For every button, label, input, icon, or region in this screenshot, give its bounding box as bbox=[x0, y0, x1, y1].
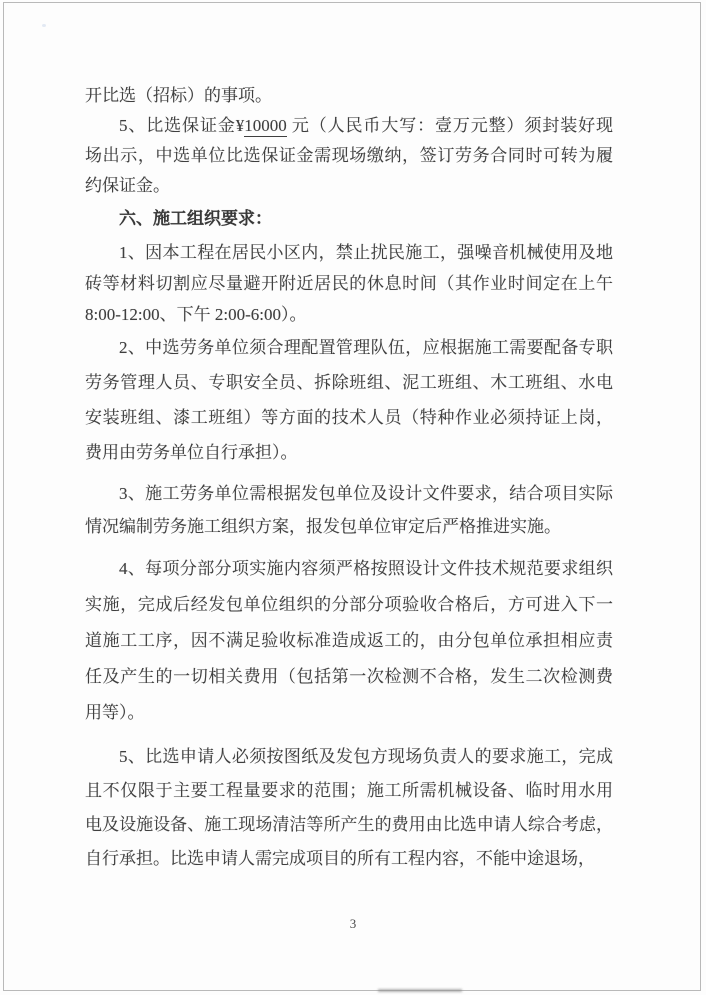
text-segment: 六、施工组织要求： bbox=[119, 209, 272, 228]
text-line bbox=[85, 774, 613, 808]
text-segment: 场出示，中选单位比选保证金需现场缴纳，签订劳务合同时可转为履 bbox=[85, 146, 613, 165]
text-segment: 5、比选保证金¥ bbox=[119, 116, 245, 135]
text-line bbox=[85, 551, 613, 587]
text-line bbox=[85, 141, 613, 171]
text-segment: 情况编制劳务施工组织方案，报发包单位审定后严格推进实施。 bbox=[85, 517, 561, 536]
text-segment: 且不仅限于主要工程量要求的范围；施工所需机械设备、临时用水用 bbox=[85, 781, 613, 800]
text-line bbox=[85, 740, 613, 774]
text-line bbox=[85, 171, 613, 201]
text-segment: 安装班组、漆工班组）等方面的技术人员（特种作业必须持证上岗， bbox=[85, 408, 613, 427]
text-line bbox=[85, 203, 613, 235]
text-segment: 费用由劳务单位自行承担）。 bbox=[85, 443, 298, 462]
text-line bbox=[85, 237, 613, 268]
underlined-amount: 10000 bbox=[244, 116, 287, 135]
text-line bbox=[85, 842, 613, 876]
text-line bbox=[85, 111, 613, 141]
text-line bbox=[85, 435, 613, 470]
text-segment: 开比选（招标）的事项。 bbox=[85, 86, 272, 105]
text-line bbox=[85, 330, 613, 365]
paragraph-p1 bbox=[85, 81, 613, 111]
text-segment: 4、每项分部分项实施内容须严格按照设计文件技术规范要求组织 bbox=[119, 559, 613, 578]
text-segment: 2、中选劳务单位须合理配置管理队伍，应根据施工需要配备专职 bbox=[119, 338, 613, 357]
text-line bbox=[85, 299, 613, 330]
text-line bbox=[85, 510, 613, 543]
text-segment: 1、因本工程在居民小区内，禁止扰民施工，强噪音机械使用及地 bbox=[119, 243, 613, 262]
scan-artifact-speck bbox=[42, 24, 46, 27]
text-line bbox=[85, 400, 613, 435]
paragraph-i3 bbox=[85, 477, 613, 543]
text-segment: 实施，完成后经发包单位组织的分部分项验收合格后，方可进入下一 bbox=[85, 595, 613, 614]
paragraph-p2 bbox=[85, 111, 613, 201]
paragraph-heading bbox=[85, 203, 613, 235]
text-segment: 5、比选申请人必须按图纸及发包方现场负责人的要求施工，完成 bbox=[119, 747, 613, 766]
text-line bbox=[85, 365, 613, 400]
text-segment: 约保证金。 bbox=[85, 176, 170, 195]
document-body bbox=[0, 81, 706, 876]
text-segment: 元（人民币大写：壹万元整）须封装好现 bbox=[286, 116, 614, 135]
paragraph-i5 bbox=[85, 740, 613, 876]
text-line bbox=[85, 659, 613, 695]
scan-artifact-smudge bbox=[378, 989, 462, 992]
text-segment: 电及设施设备、施工现场清洁等所产生的费用由比选申请人综合考虑， bbox=[85, 815, 613, 834]
text-line bbox=[85, 695, 613, 731]
text-line bbox=[85, 587, 613, 623]
text-segment: 任及产生的一切相关费用（包括第一次检测不合格，发生二次检测费 bbox=[85, 667, 613, 686]
text-segment: 自行承担。比选申请人需完成项目的所有工程内容，不能中途退场， bbox=[85, 849, 595, 868]
text-line bbox=[85, 808, 613, 842]
text-segment: 3、施工劳务单位需根据发包单位及设计文件要求，结合项目实际 bbox=[119, 484, 613, 503]
text-segment: 用等）。 bbox=[85, 703, 145, 722]
text-segment: 砖等材料切割应尽量避开附近居民的休息时间（其作业时间定在上午 bbox=[85, 274, 613, 293]
page-number: 3 bbox=[349, 916, 357, 931]
paragraph-i1 bbox=[85, 237, 613, 330]
text-line bbox=[85, 623, 613, 659]
text-line bbox=[85, 81, 613, 111]
text-line bbox=[85, 268, 613, 299]
paragraph-i4 bbox=[85, 551, 613, 731]
text-segment: 8:00-12:00、下午 2:00-6:00）。 bbox=[85, 305, 307, 324]
paragraph-i2 bbox=[85, 330, 613, 470]
text-line bbox=[85, 477, 613, 510]
text-segment: 道施工工序，因不满足验收标准造成返工的，由分包单位承担相应责 bbox=[85, 631, 613, 650]
text-segment: 劳务管理人员、专职安全员、拆除班组、泥工班组、木工班组、水电 bbox=[85, 373, 613, 392]
